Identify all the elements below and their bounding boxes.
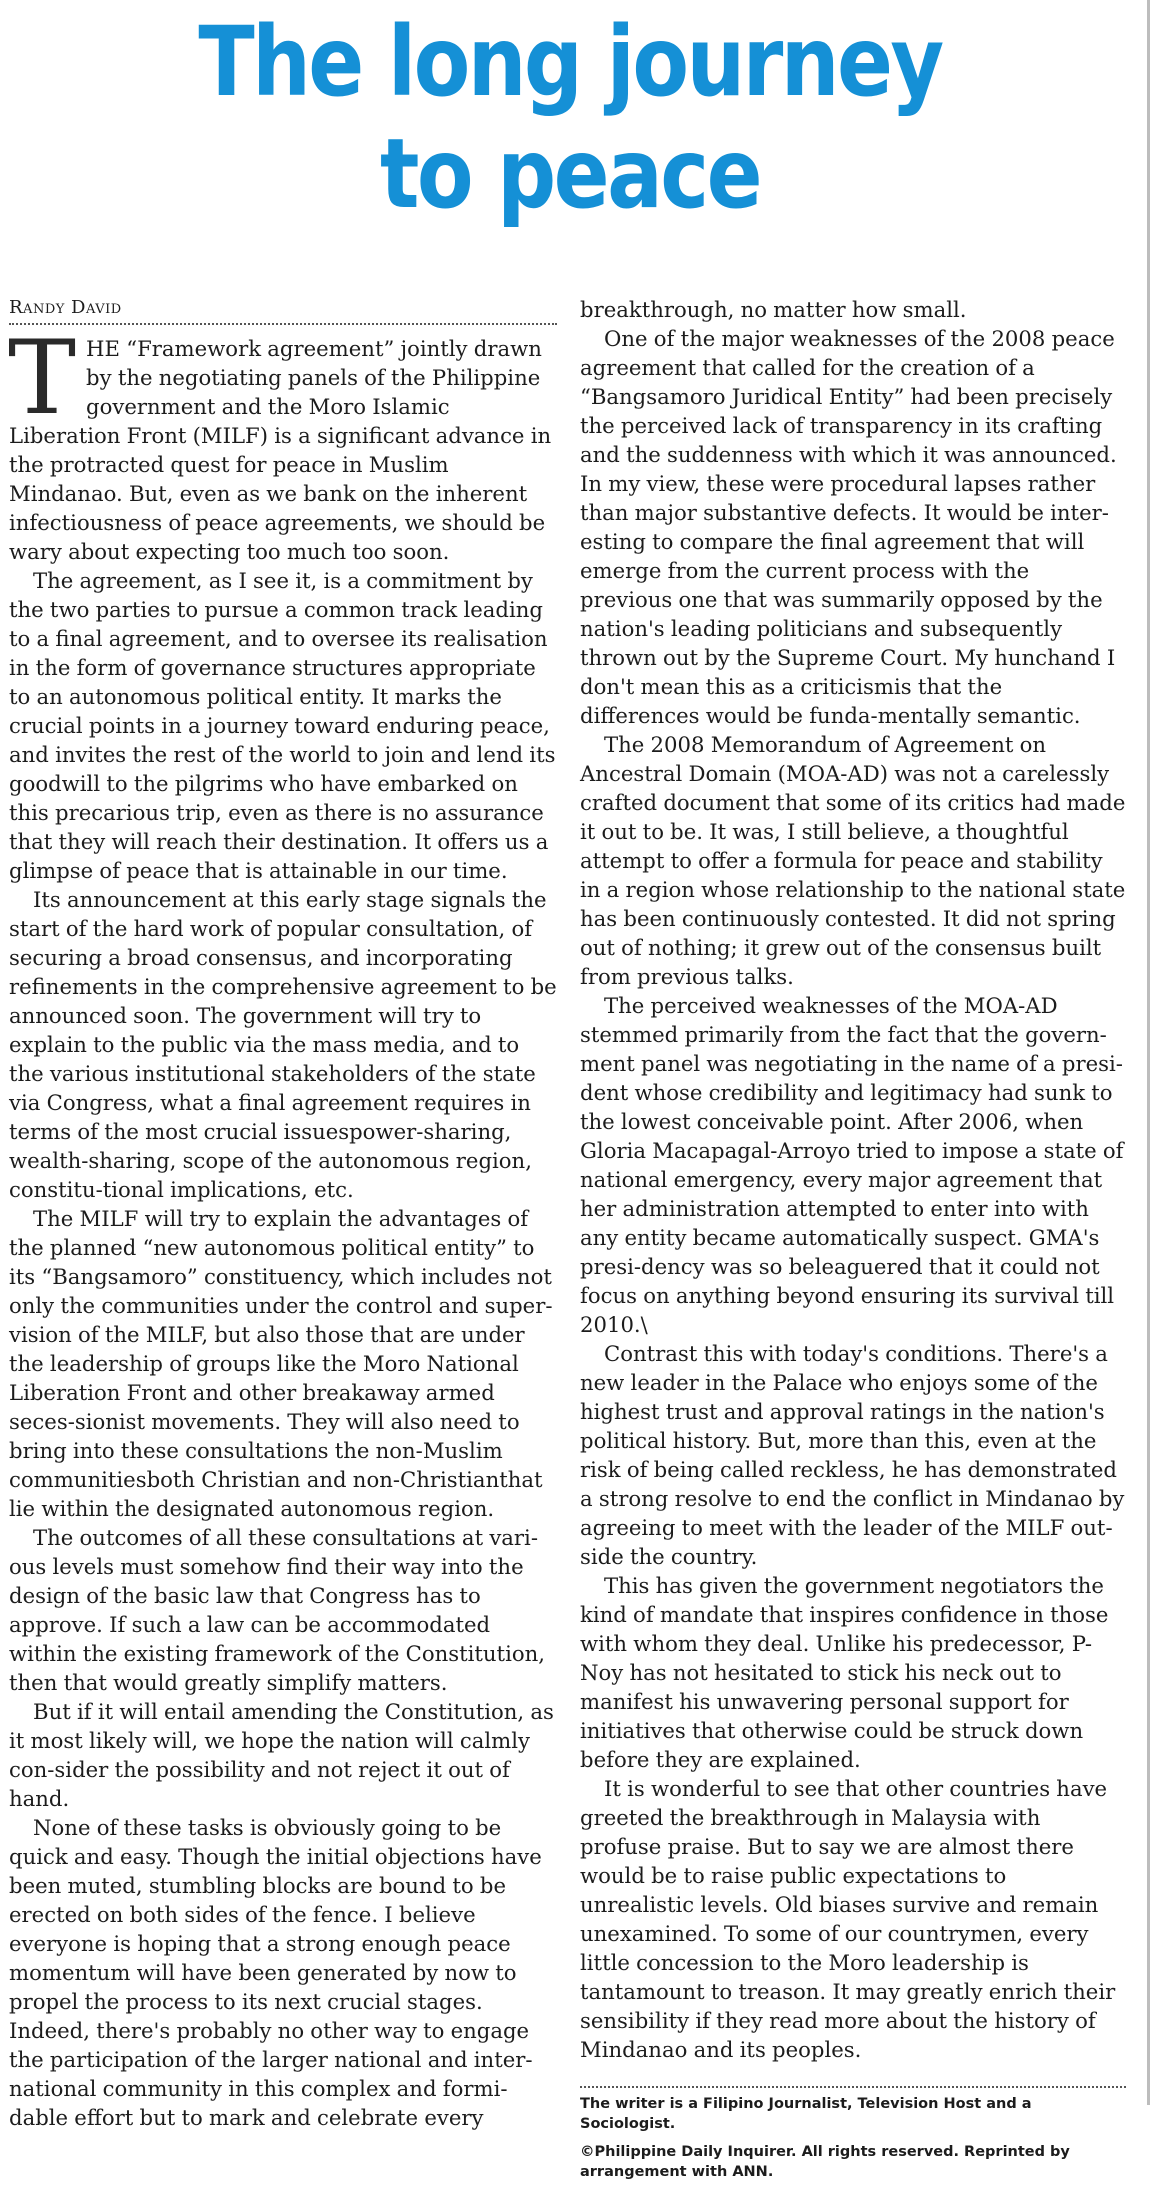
paragraph-3: Its announcement at this early stage signals the start of the hard work of popular consultation, of securing a broad consensus, and incorporating refinements in the comprehensive agreement to be announced soon. The government will try to explain to the public via the mass media, and to the various institutional stakeholders of the state via Congress, what a final agreement requires in terms of the most crucial issuespower-sharing, wealth-sharing, scope of the autonomous region, constitu-tional implications, etc. bbox=[9, 887, 557, 1202]
headline bbox=[80, 6, 1060, 230]
paragraph-5: The outcomes of all these consultations at vari-ous levels must somehow find their way into the design of the basic law that Congress has to approve. If such a law can be accommodated within the existing framework of the Constitution, then that would greatly simplify matters. bbox=[9, 1525, 545, 1695]
paragraph-8: breakthrough, no matter how small. bbox=[580, 297, 967, 322]
author-note: The writer is a Filipino Journalist, Television Host and a Sociologist. bbox=[580, 2096, 1032, 2132]
byline: Randy David bbox=[9, 297, 122, 318]
byline-divider bbox=[9, 323, 557, 325]
paragraph-9: One of the major weaknesses of the 2008 peace agreement that called for the creation of a “Bangsamoro Juridical Entity” had been precisely the perceived lack of transparency in its crafting and the suddenness with which it was announced. In my view, these were procedural lapses rather than major substantive defects. It would be inter-esting to compare the final agreement that will emerge from the current process with the previous one that was summarily opposed by the nation's leading politicians and subsequently thrown out by the Supreme Court. My hunchand I don't mean this as a criticismis that the differences would be funda-mentally semantic. bbox=[580, 326, 1117, 728]
paragraph-10: The 2008 Memorandum of Agreement on Ancestral Domain (MOA-AD) was not a carelessly crafted document that some of its critics had made it out to be. It was, I still believe, a thoughtful attempt to offer a formula for peace and stability in a region whose relationship to the national state has been continuously contested. It did not spring out of nothing; it grew out of the consensus built from previous talks. bbox=[580, 732, 1126, 989]
footnote-divider bbox=[580, 2086, 1126, 2088]
drop-cap: T bbox=[8, 319, 77, 438]
paragraph-2: The agreement, as I see it, is a commitment by the two parties to pursue a common track leading to a final agreement, and to oversee its realisation in the form of governance structures appropriate to an autonomous political entity. It marks the crucial points in a journey toward enduring peace, and invites the rest of the world to join and lend its goodwill to the pilgrims who have embarked on this precarious trip, even as there is no assurance that they will reach their destination. It offers us a glimpse of peace that is attainable in our time. bbox=[9, 568, 556, 883]
paragraph-14: It is wonderful to see that other countries have greeted the breakthrough in Malaysia with profuse praise. But to say we are almost there would be to raise public expectations to unrealistic levels. Old biases survive and remain unexamined. To some of our countrymen, every little concession to the Moro leadership is tantamount to treason. It may greatly enrich their sensibility if they read more about the history of Mindanao and its peoples. bbox=[580, 1776, 1116, 2062]
paragraph-4: The MILF will try to explain the advantages of the planned “new autonomous political entity” to its “Bangsamoro” constituency, which includes not only the communities under the control and super-vision of the MILF, but also those that are under the leadership of groups like the Moro National Liberation Front and other breakaway armed seces-sionist movements. They will also need to bring into these consultations the non-Muslim communitiesboth Christian and non-Christianthat lie within the designated autonomous region. bbox=[9, 1206, 553, 1521]
paragraph-1 bbox=[8, 319, 557, 566]
paragraph-7: None of these tasks is obviously going to be quick and easy. Though the initial objections have been muted, stumbling blocks are bound to be erected on both sides of the fence. I believe everyone is hoping that a strong enough peace momentum will have been generated by now to propel the process to its next crucial stages. Indeed, there's probably no other way to engage the participation of the larger national and inter-national community in this complex and formi-dable effort but to mark and celebrate every bbox=[9, 1815, 542, 2130]
lead-in: HE bbox=[86, 336, 120, 361]
right-column bbox=[580, 298, 1126, 2190]
paragraph-6: But if it will entail amending the Constitution, as it most likely will, we hope the nation will calmly con-sider the possibility and not reject it out of hand. bbox=[9, 1699, 554, 1811]
headline-line-2: to peace bbox=[379, 118, 761, 230]
paragraph-13: This has given the government negotiators the kind of mandate that inspires confidence in those with whom they deal. Unlike his predecessor, P-Noy has not hesitated to stick his neck out to manifest his unwavering personal support for initiatives that otherwise could be struck down before they are explained. bbox=[580, 1573, 1109, 1772]
paragraph-12: Contrast this with today's conditions. There's a new leader in the Palace who enjoys some of the highest trust and approval ratings in the nation's political history. But, more than this, even at the risk of being called reckless, he has demonstrated a strong resolve to end the conflict in Mindanao by agreeing to meet with the leader of the MILF out-side the country. bbox=[580, 1341, 1125, 1569]
paragraph-1-text: “Framework agreement” jointly drawn by the negotiating panels of the Philippine government and the Moro Islamic Liberation Front (MILF) is a significant advance in the protracted quest for peace in Muslim Mindanao. But, even as we bank on the inherent infectiousness of peace agreements, we should be wary about expecting too much too soon. bbox=[9, 336, 552, 564]
headline-line-1: The long journey bbox=[198, 6, 942, 118]
paragraph-11: The perceived weaknesses of the MOA-AD stemmed primarily from the fact that the govern-ment panel was negotiating in the name of a presi-dent whose credibility and legitimacy had sunk to the lowest conceivable point. After 2006, when Gloria Macapagal-Arroyo tried to impose a state of national emergency, every major agreement that her administration attempted to enter into with any entity became automatically suspect. GMA's presi-dency was so beleaguered that it could not focus on anything beyond ensuring its survival till 2010.\ bbox=[580, 993, 1124, 1337]
page-edge-rule bbox=[1147, 0, 1150, 2105]
left-column bbox=[9, 298, 557, 2132]
copyright-note: ©Philippine Daily Inquirer. All rights reserved. Reprinted by arrangement with ANN. bbox=[580, 2144, 1070, 2180]
